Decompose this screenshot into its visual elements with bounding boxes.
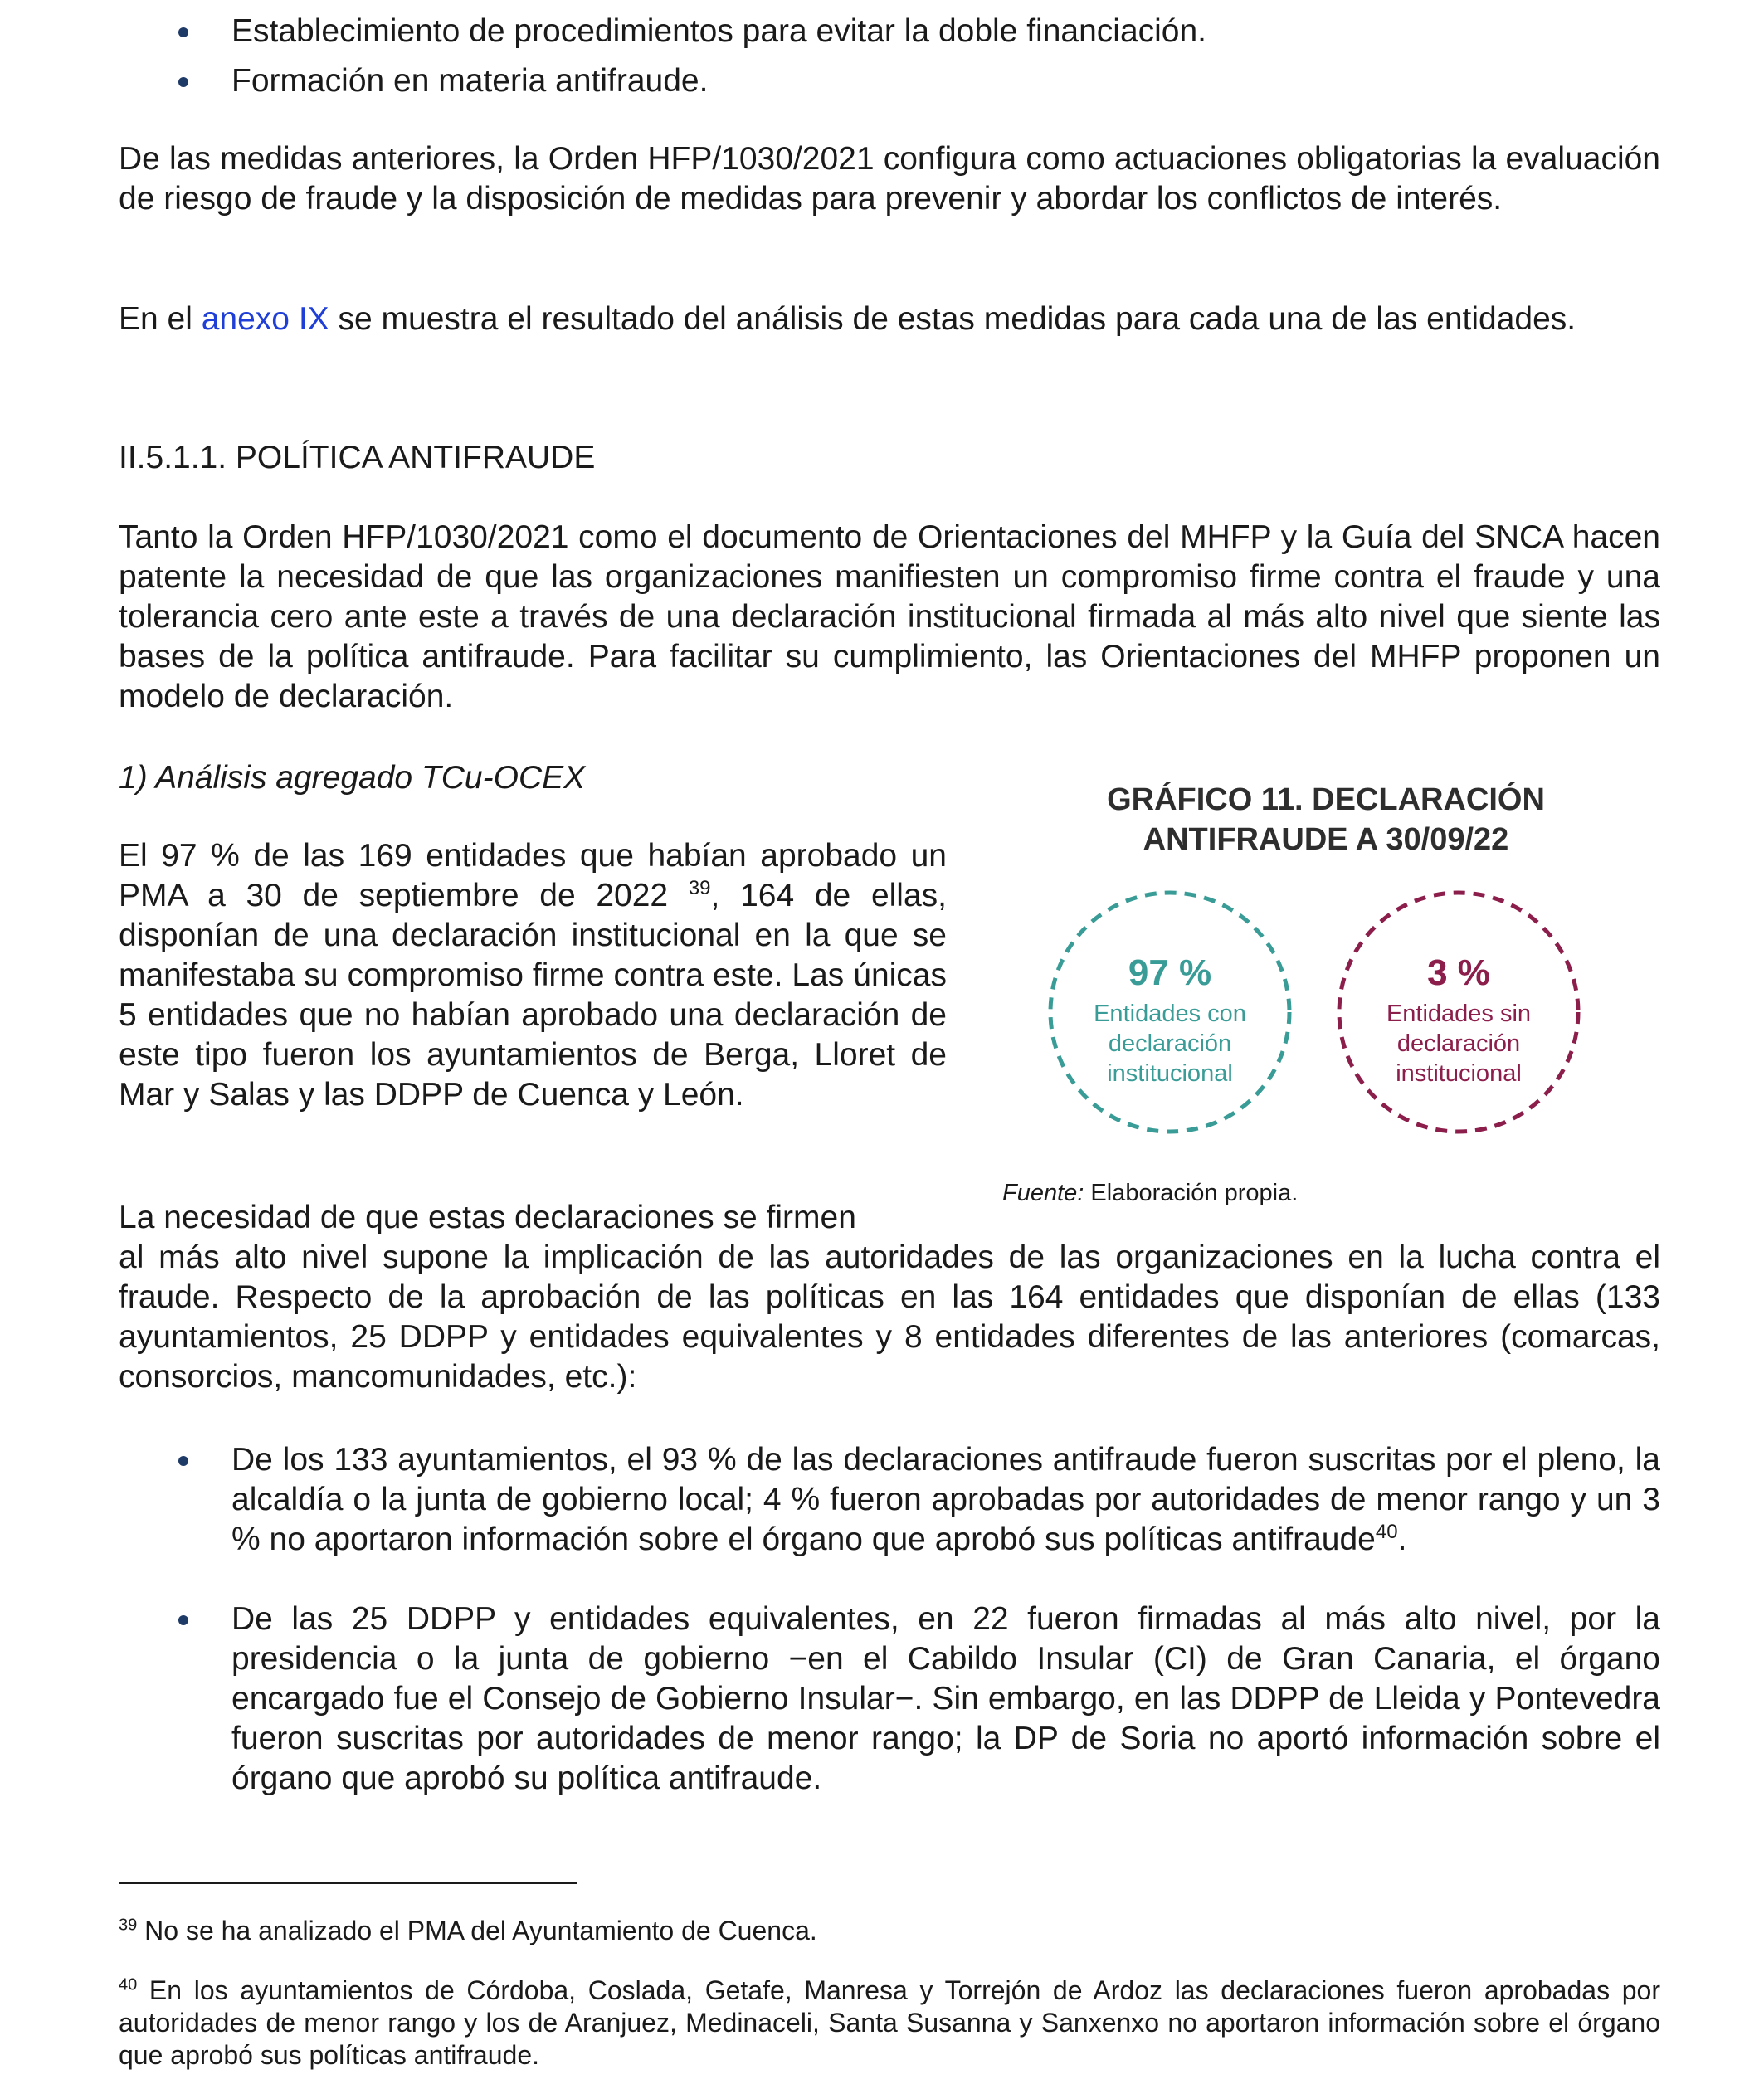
paragraph-text: al más alto nivel supone la implicación de las autoridades de las organizaciones en la lucha contra el fraude. Respecto de la aprobación de las políticas en las 164 entidades que disponían de ellas (133 ayuntamientos, 25 DDPP y entidades equivalentes y 8 entidades diferentes de las anteriores (comarcas, consorcios, mancomunidades, etc.):	[119, 1239, 1660, 1395]
stat-circle-without-declaration	[1334, 888, 1583, 1137]
source-label: Fuente:	[1002, 1180, 1084, 1206]
footnote	[119, 1915, 1660, 1947]
bottom-bullet-list	[119, 1440, 1660, 1799]
footnote-divider	[119, 1882, 577, 1884]
list-item	[119, 12, 1660, 51]
footnote	[119, 1975, 1660, 2072]
top-bullet-list	[119, 12, 1660, 101]
footnote-number: 39	[119, 1916, 138, 1935]
list-item	[119, 61, 1660, 101]
bullet-icon	[178, 1615, 188, 1625]
paragraph-text	[119, 836, 947, 1115]
annex-ix-link[interactable]: anexo IX	[201, 301, 329, 337]
list-item	[119, 1600, 1660, 1799]
paragraph	[119, 1198, 1660, 1397]
stat-label-line: declaración	[1396, 1030, 1521, 1057]
list-item-text: De las 25 DDPP y entidades equivalentes, en 22 fueron firmadas al más alto nivel, por la presidencia o la junta de gobierno −en el Cabildo Insular (CI) de Gran Canaria, el órgano encargado fue el Consejo de Gobierno Insular−. Sin embargo, en las DDPP de Lleida y Pontevedra fueron suscritas por autoridades de menor rango; la DP de Soria no aportó información sobre el órgano que aprobó su política antifraude.	[231, 1601, 1660, 1796]
list-item	[119, 1440, 1660, 1560]
paragraph-text-before: En el	[119, 301, 202, 337]
paragraph-text: Tanto la Orden HFP/1030/2021 como el documento de Orientaciones del MHFP y la Guía del SNCA hacen patente la necesidad de que las organizaciones manifiesten un compromiso firme contra el fraude y una tolerancia cero ante este a través de una declaración institucional firmada al más alto nivel que siente las bases de la política antifraude. Para facilitar su cumplimiento, las Orientaciones del MHFP proponen un modelo de declaración.	[119, 519, 1660, 714]
paragraph-text: De las medidas anteriores, la Orden HFP/1030/2021 configura como actuaciones obligatorias la evaluación de riesgo de fraude y la disposición de medidas para prevenir y abordar los conflictos de interés.	[119, 141, 1660, 217]
bullet-icon	[178, 77, 188, 87]
paragraph	[119, 518, 1660, 717]
stat-label	[1334, 999, 1583, 1088]
stat-label-line: Entidades sin	[1386, 1001, 1532, 1027]
figure-title-line: ANTIFRAUDE A 30/09/22	[1143, 822, 1509, 857]
footnote-text: No se ha analizado el PMA del Ayuntamiento de Cuenca.	[137, 1916, 817, 1945]
paragraph-text-before: El 97 % de las 169 entidades que habían aprobado un PMA a 30 de septiembre de 2022	[119, 838, 947, 913]
paragraph-text	[119, 299, 1660, 339]
list-item-text: Establecimiento de procedimientos para evitar la doble financiación.	[231, 13, 1207, 49]
bullet-icon	[178, 1456, 188, 1466]
paragraph-text-after: se muestra el resultado del análisis de estas medidas para cada una de las entidades.	[329, 301, 1576, 337]
paragraph	[119, 139, 1660, 219]
bullet-icon	[178, 27, 188, 37]
stat-label	[1045, 999, 1294, 1088]
stat-label-line: declaración	[1108, 1030, 1232, 1057]
figure-declaracion-antifraude	[1027, 780, 1625, 1220]
footnote-number: 40	[119, 1975, 138, 1994]
stat-percent: 3 %	[1427, 952, 1490, 993]
stat-circle-with-declaration	[1045, 888, 1294, 1137]
stat-label-line: institucional	[1107, 1060, 1233, 1087]
subheading: 1) Análisis agregado TCu-OCEX	[119, 760, 586, 796]
stat-label-line: institucional	[1396, 1060, 1522, 1087]
paragraph-text-after: , 164 de ellas, disponían de una declaración institucional en la que se manifestaba su compromiso firme contra este. Las únicas 5 entidades que no habían aprobado una declaración de este tipo fueron los ayuntamientos de Berga, Lloret de Mar y Salas y las DDPP de Cuenca y León.	[119, 878, 947, 1113]
stat-label-line: Entidades con	[1094, 1001, 1246, 1027]
footnote-ref-39[interactable]: 39	[688, 877, 711, 899]
footnote-ref-40[interactable]: 40	[1375, 1521, 1398, 1543]
paragraph-first-line: La necesidad de que estas declaraciones se firmen	[119, 1200, 856, 1235]
source-text: Elaboración propia.	[1084, 1180, 1299, 1206]
stat-percent: 97 %	[1128, 952, 1212, 993]
section-heading: II.5.1.1. POLÍTICA ANTIFRAUDE	[119, 440, 596, 475]
paragraph	[119, 299, 1660, 339]
figure-title-line: GRÁFICO 11. DECLARACIÓN	[1107, 782, 1545, 817]
list-item-tail: .	[1397, 1522, 1407, 1557]
list-item-text: Formación en materia antifraude.	[231, 63, 709, 99]
figure-title	[1027, 780, 1625, 860]
list-item-text: De los 133 ayuntamientos, el 93 % de las declaraciones antifraude fueron suscritas por el pleno, la alcaldía o la junta de gobierno local; 4 % fueron aprobadas por autoridades de menor rango y un 3 % no aportaron información sobre el órgano que aprobó sus políticas antifraude	[231, 1442, 1660, 1557]
footnote-text: En los ayuntamientos de Córdoba, Coslada, Getafe, Manresa y Torrejón de Ardoz las declaraciones fueron aprobadas por autoridades de menor rango y los de Aranjuez, Medinaceli, Santa Susanna y Sanxenxo no aportaron información sobre el órgano que aprobó sus políticas antifraude.	[119, 1975, 1660, 2070]
